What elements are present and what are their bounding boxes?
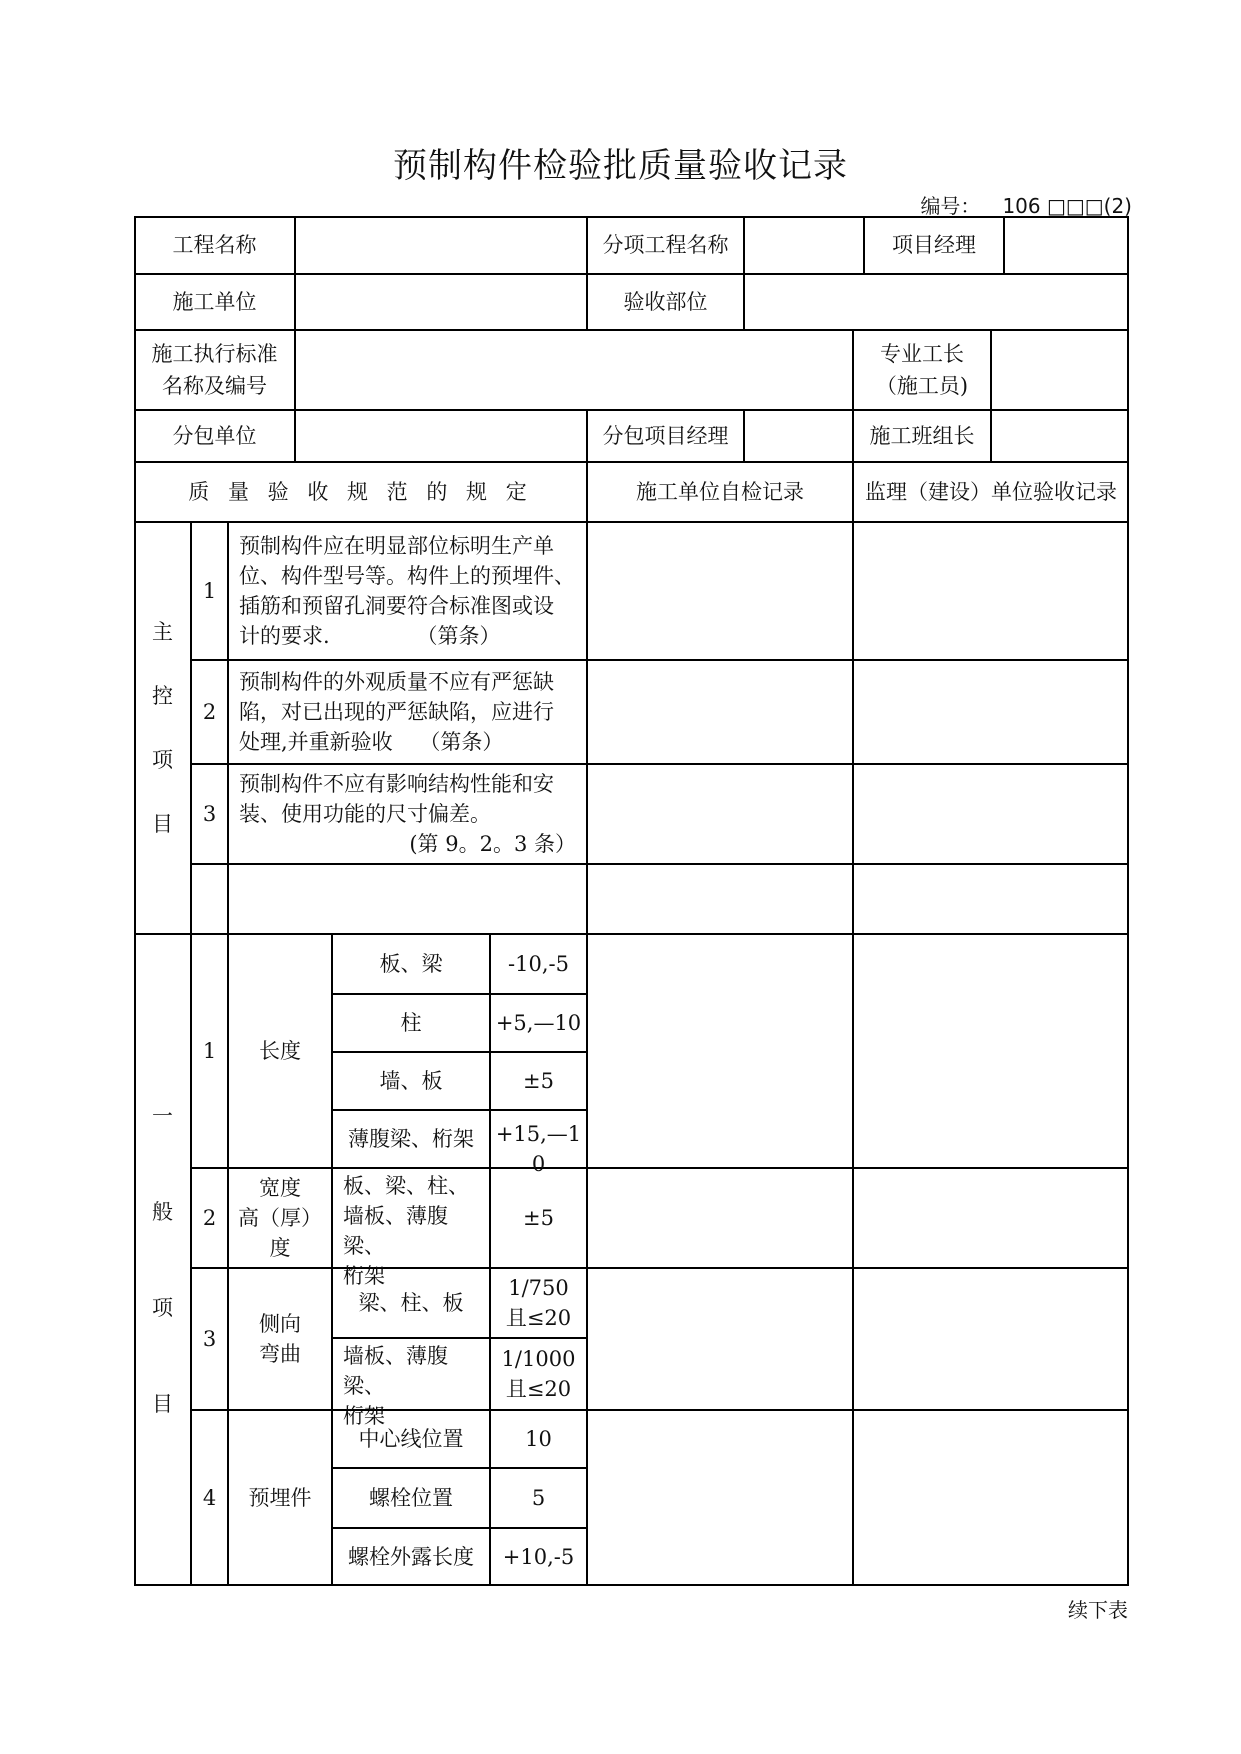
col-header-self-check: 施工单位自检记录 (587, 462, 853, 522)
main-items-label-char: 项 (152, 748, 173, 772)
general-subitem (332, 1338, 490, 1428)
tolerance-value: ±5 (490, 1168, 587, 1268)
general-subitem: 螺栓位置 (332, 1468, 490, 1528)
general-item-supervision-cell[interactable] (853, 1268, 1129, 1410)
tolerance-value (490, 1268, 587, 1338)
field-sub-pm[interactable] (744, 410, 853, 462)
main-item-no: 1 (191, 522, 228, 660)
general-subitem-line: 墙板、薄腹梁、 (343, 1204, 448, 1258)
general-item-self-check-cell[interactable] (587, 934, 853, 1168)
general-items-label-char: 一 (152, 1104, 173, 1128)
label-foreman-line1: 专业工长 (880, 342, 964, 366)
general-subitem-line: 板、梁、柱、 (343, 1174, 469, 1198)
field-project-name[interactable] (295, 216, 587, 274)
main-items-label-char: 目 (152, 812, 173, 836)
main-item-text (228, 660, 587, 764)
general-item-supervision-cell[interactable] (853, 934, 1129, 1168)
main-item-no-empty (191, 864, 228, 934)
general-subitem-line: 桁架 (343, 1404, 385, 1428)
field-construction-unit[interactable] (295, 274, 587, 330)
continued-note: 续下表 (1068, 1598, 1128, 1622)
general-item-no: 2 (191, 1168, 228, 1268)
label-sub-pm: 分包项目经理 (587, 410, 744, 462)
main-item-self-check-cell[interactable] (587, 660, 853, 764)
general-item-name-line: 弯曲 (259, 1342, 301, 1366)
main-item-self-check-cell[interactable] (587, 864, 853, 934)
label-standard-line2: 名称及编号 (162, 374, 267, 398)
main-item-text-line: 计的要求. （第条） (239, 624, 501, 648)
general-items-label-char: 般 (152, 1200, 173, 1224)
main-item-text-line: 预制构件不应有影响结构性能和安 (239, 772, 554, 796)
general-item-self-check-cell[interactable] (587, 1168, 853, 1268)
main-item-reference: (第 9。2。3 条） (409, 832, 576, 856)
label-construction-unit: 施工单位 (134, 274, 295, 330)
field-project-manager[interactable] (1004, 216, 1129, 274)
col-header-spec: 质 量 验 收 规 范 的 规 定 (134, 462, 587, 522)
general-item-no: 1 (191, 934, 228, 1168)
main-item-text-empty[interactable] (228, 864, 587, 934)
general-items-label-char: 项 (152, 1296, 173, 1320)
general-item-supervision-cell[interactable] (853, 1410, 1129, 1586)
field-team-leader[interactable] (991, 410, 1129, 462)
general-subitem: 板、梁 (332, 934, 490, 994)
general-item-name-line: 宽度 (259, 1176, 301, 1200)
main-item-no: 2 (191, 660, 228, 764)
page-title: 预制构件检验批质量验收记录 (393, 146, 848, 186)
general-subitem: 梁、柱、板 (332, 1268, 490, 1338)
label-subitem-name: 分项工程名称 (587, 216, 744, 274)
tolerance-line: 且≤20 (505, 1377, 572, 1401)
main-items-label-char: 主 (152, 620, 173, 644)
general-item-name: 长度 (228, 934, 332, 1168)
general-item-no: 4 (191, 1410, 228, 1586)
field-standard[interactable] (295, 330, 853, 410)
general-subitem: 中心线位置 (332, 1410, 490, 1468)
main-item-text-line: 装、使用功能的尺寸偏差。 (239, 802, 491, 826)
main-item-supervision-cell[interactable] (853, 764, 1129, 864)
tolerance-value: +15,—10 (490, 1110, 587, 1168)
label-acceptance-part: 验收部位 (587, 274, 744, 330)
general-subitem: 墙、板 (332, 1052, 490, 1110)
main-item-text-line: 处理,并重新验收 （第条） (239, 730, 504, 754)
general-subitem: 柱 (332, 994, 490, 1052)
main-item-text-line: 位、构件型号等。构件上的预埋件、 (239, 564, 575, 588)
document-number-label: 编号： (920, 194, 981, 218)
main-item-text-line: 预制构件的外观质量不应有严惩缺 (239, 670, 554, 694)
label-foreman (853, 330, 991, 410)
tolerance-line: 且≤20 (505, 1306, 572, 1330)
tolerance-value: ±5 (490, 1052, 587, 1110)
field-subcontractor[interactable] (295, 410, 587, 462)
general-item-name-line: 度 (269, 1236, 291, 1260)
tolerance-value: 10 (490, 1410, 587, 1468)
label-team-leader: 施工班组长 (853, 410, 991, 462)
general-subitem: 薄腹梁、桁架 (332, 1110, 490, 1168)
tolerance-line: 1/750 (508, 1276, 569, 1300)
label-standard (134, 330, 295, 410)
main-item-text-line: 陷，对已出现的严惩缺陷，应进行 (239, 700, 554, 724)
general-item-supervision-cell[interactable] (853, 1168, 1129, 1268)
general-items-label (134, 934, 191, 1586)
tolerance-value: +5,—10 (490, 994, 587, 1052)
document-number-value: 106 □□□(2) (1002, 194, 1132, 218)
label-standard-line1: 施工执行标准 (151, 342, 278, 366)
field-subitem-name[interactable] (744, 216, 864, 274)
main-item-supervision-cell[interactable] (853, 864, 1129, 934)
main-items-label-char: 控 (152, 684, 173, 708)
document-number (920, 190, 1132, 219)
general-subitem (332, 1168, 490, 1288)
main-item-text (228, 764, 587, 864)
tolerance-value (490, 1338, 587, 1410)
main-items-label (134, 522, 191, 934)
general-item-self-check-cell[interactable] (587, 1268, 853, 1410)
tolerance-line: 1/1000 (501, 1347, 576, 1371)
general-item-self-check-cell[interactable] (587, 1410, 853, 1586)
main-item-text-line: 预制构件应在明显部位标明生产单 (239, 534, 554, 558)
main-item-supervision-cell[interactable] (853, 660, 1129, 764)
general-item-name-line: 侧向 (259, 1312, 301, 1336)
general-subitem-line: 桁架 (343, 1264, 385, 1288)
tolerance-value: 5 (490, 1468, 587, 1528)
label-subcontractor: 分包单位 (134, 410, 295, 462)
general-item-name-line: 高（厚） (238, 1206, 322, 1230)
general-item-name: 预埋件 (228, 1410, 332, 1586)
main-item-self-check-cell[interactable] (587, 764, 853, 864)
general-subitem: 螺栓外露长度 (332, 1528, 490, 1586)
tolerance-value: -10,-5 (490, 934, 587, 994)
main-item-text (228, 522, 587, 660)
tolerance-value: +10,-5 (490, 1528, 587, 1586)
col-header-supervision: 监理（建设）单位验收记录 (853, 462, 1129, 522)
field-acceptance-part[interactable] (744, 274, 1129, 330)
label-project-manager: 项目经理 (864, 216, 1004, 274)
general-item-name (228, 1268, 332, 1410)
label-foreman-line2: （施工员) (875, 374, 969, 398)
general-subitem-line: 墙板、薄腹梁、 (343, 1344, 448, 1398)
main-item-supervision-cell[interactable] (853, 522, 1129, 660)
label-project-name: 工程名称 (134, 216, 295, 274)
main-item-self-check-cell[interactable] (587, 522, 853, 660)
general-item-name (228, 1168, 332, 1268)
main-item-text-line: 插筋和预留孔洞要符合标准图或设 (239, 594, 554, 618)
main-item-no: 3 (191, 764, 228, 864)
general-items-label-char: 目 (152, 1392, 173, 1416)
field-foreman[interactable] (991, 330, 1129, 410)
general-item-no: 3 (191, 1268, 228, 1410)
